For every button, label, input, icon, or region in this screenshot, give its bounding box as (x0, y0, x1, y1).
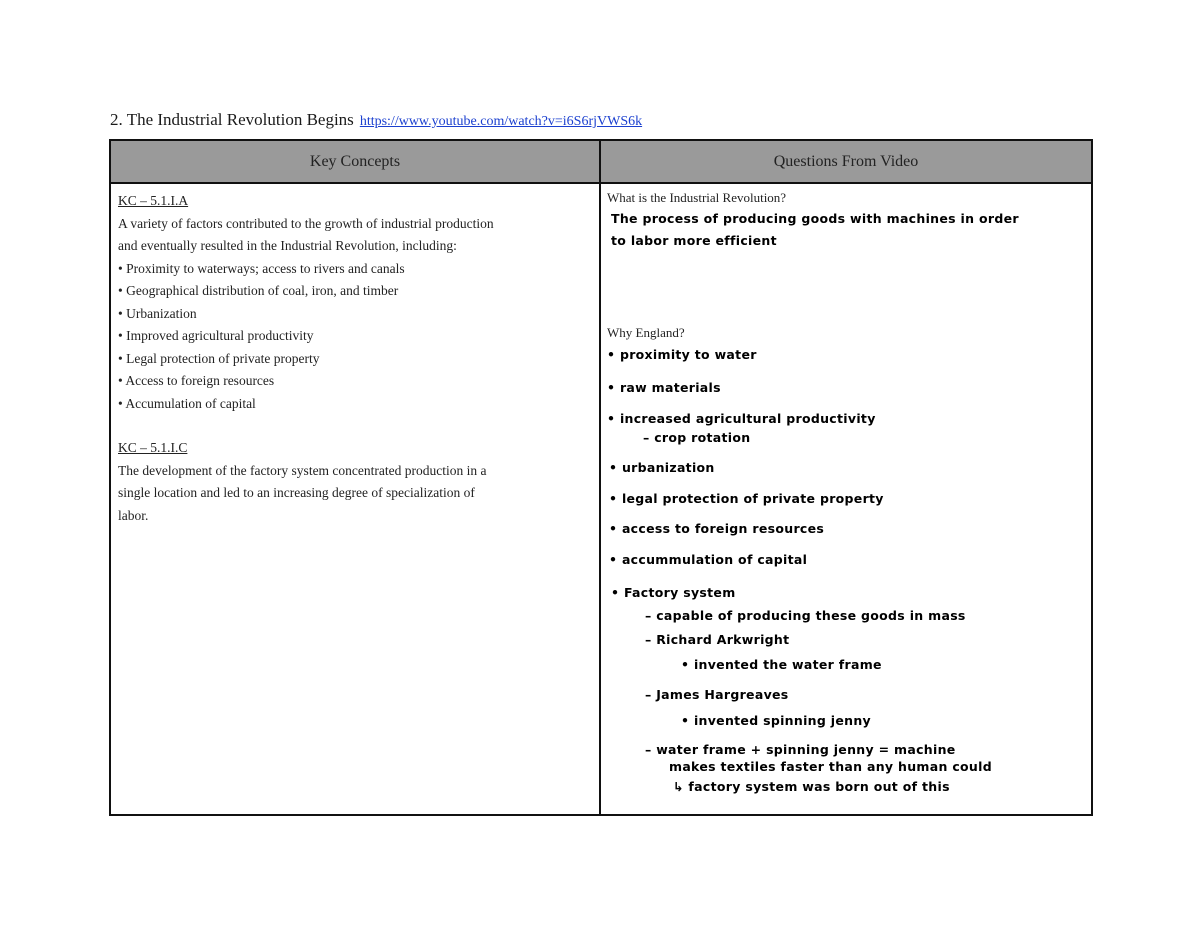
kc1-bullet: • Accumulation of capital (118, 395, 256, 411)
header-questions: Questions From Video (600, 140, 1092, 183)
answer-2-line: • access to foreign resources (609, 521, 825, 536)
answer-2-line: • proximity to water (607, 347, 757, 362)
answer-2-subline: – James Hargreaves (645, 687, 789, 702)
answer-2-line: • legal protection of private property (609, 491, 884, 506)
answer-2-subline: • invented the water frame (681, 657, 882, 672)
answer-2-line: • accummulation of capital (609, 552, 808, 567)
answer-2-line: • urbanization (609, 460, 715, 475)
kc2-code: KC – 5.1.I.C (118, 440, 188, 455)
kc1-text-line: and eventually resulted in the Industrial Revolution, including: (118, 238, 457, 253)
questions-cell (600, 183, 1092, 815)
kc2-text-line: single location and led to an increasing degree of specialization of (118, 485, 475, 500)
kc2-text-line: labor. (118, 507, 149, 523)
video-link[interactable]: https://www.youtube.com/watch?v=i6S6rjVWS6k (359, 114, 643, 129)
kc1-bullet: • Proximity to waterways; access to rivers and canals (118, 260, 405, 276)
section-title: 2. The Industrial Revolution Begins (110, 110, 354, 129)
kc1-bullet: • Geographical distribution of coal, iron, and timber (118, 283, 399, 298)
kc1-code: KC – 5.1.I.A (118, 193, 189, 208)
answer-2-subline: – crop rotation (643, 430, 751, 445)
answer-2-line: • Factory system (611, 585, 736, 600)
answer-2-subline: • invented spinning jenny (681, 713, 871, 728)
kc2-text-line: The development of the factory system concentrated production in a (118, 462, 487, 478)
answer-2-line: • raw materials (607, 380, 721, 395)
answer-2-subline: – capable of producing these goods in mass (645, 608, 966, 623)
answer-2-subline: makes textiles faster than any human could (669, 759, 992, 774)
key-concepts-cell (110, 183, 600, 815)
kc1-bullet: • Improved agricultural productivity (118, 328, 314, 343)
question-2: Why England? (607, 325, 685, 340)
question-1: What is the Industrial Revolution? (607, 190, 787, 205)
kc1-bullet: • Urbanization (118, 305, 197, 321)
header-key-concepts: Key Concepts (110, 140, 600, 183)
answer-2-subline: – water frame + spinning jenny = machine (645, 742, 956, 757)
section-heading (110, 110, 642, 130)
kc1-bullet: • Legal protection of private property (118, 350, 320, 366)
kc1-text-line: A variety of factors contributed to the growth of industrial production (118, 215, 494, 231)
kc1-bullet: • Access to foreign resources (118, 373, 275, 388)
answer-2-line: • increased agricultural productivity (607, 411, 876, 426)
answer-2-subline: – Richard Arkwright (645, 632, 790, 647)
notes-table (109, 139, 1093, 816)
answer-1-line: The process of producing goods with machines in order (611, 211, 1019, 226)
answer-2-subline: ↳ factory system was born out of this (673, 779, 950, 794)
answer-1-line: to labor more efficient (611, 233, 777, 248)
